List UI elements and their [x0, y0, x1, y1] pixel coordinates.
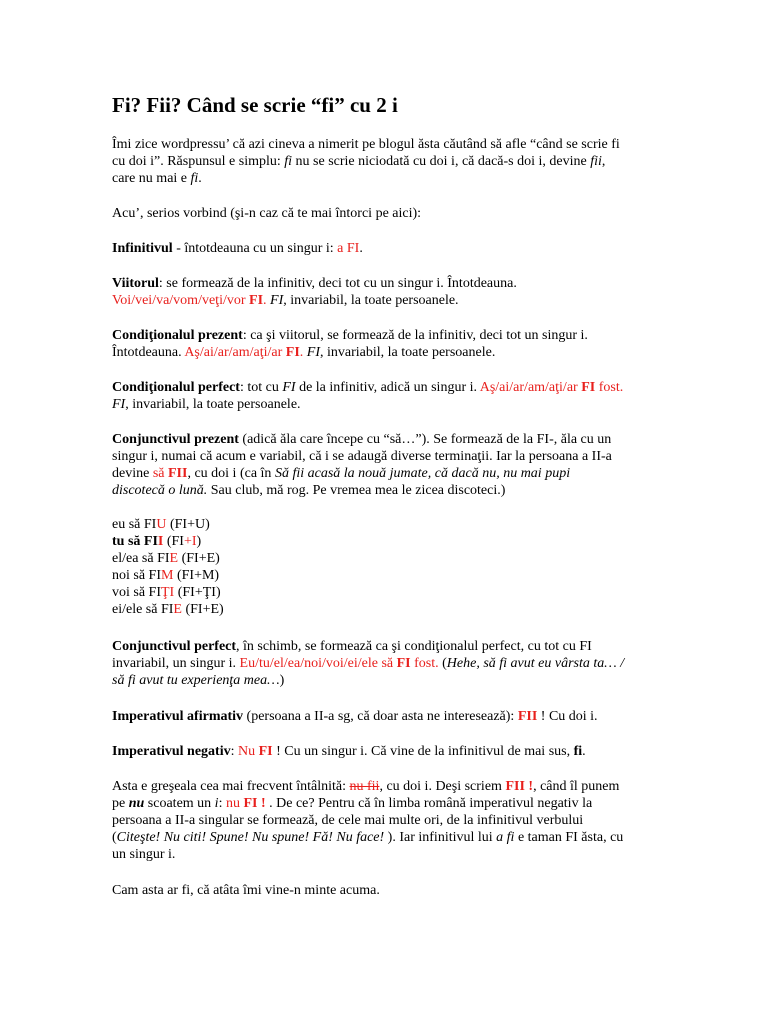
- section-heading: Imperativul negativ: [112, 744, 231, 759]
- intro-text: cu doi i”. Răspunsul e simplu:: [112, 154, 285, 169]
- italic-word: a fi: [496, 830, 515, 845]
- body-text: (: [438, 656, 447, 671]
- body-text: : ca şi viitorul, se formează de la infinitiv, deci tot un singur i.: [242, 328, 588, 343]
- body-text: .: [359, 241, 363, 256]
- intro-text: .: [198, 171, 202, 186]
- red-form: FI: [258, 744, 273, 759]
- body-text: , când îl punem: [533, 779, 620, 794]
- italic-word: i: [214, 796, 219, 811]
- italic-example: Să fii acasă la nouă jumate, că dacă nu, nu mai pupi: [274, 466, 571, 481]
- body-text: Asta e greşeala cea mai frecvent întâlnită:: [112, 779, 350, 794]
- conj-prezent-line-1: [112, 431, 611, 449]
- body-text: (adică ăla care începe cu “să…”). Se formează de la FI-, ăla cu un: [238, 432, 612, 447]
- body-text: :: [218, 796, 226, 811]
- red-form: FI !: [243, 796, 266, 811]
- body-text: .: [582, 744, 586, 759]
- section-heading: Condiţionalul prezent: [112, 328, 243, 343]
- italic-word: FI: [112, 397, 126, 412]
- intro-text: care nu mai e: [112, 171, 191, 186]
- italic-example: să fi avut tu experienţa mea…: [112, 673, 280, 688]
- red-form: Voi/vei/va/vom/veţi/vor: [112, 293, 250, 308]
- greseala-line-5: [112, 846, 175, 864]
- imp-afirmativ-paragraph: [112, 708, 598, 726]
- body-text: un singur i.: [112, 847, 176, 862]
- red-form: FII: [168, 466, 188, 481]
- section-heading: Infinitivul: [112, 241, 173, 256]
- body-text: , cu doi i. Deşi scriem: [379, 779, 506, 794]
- paradigm-row: ei/ele să FIE (FI+E): [112, 602, 224, 617]
- red-form: .: [299, 345, 307, 360]
- intro-text: ,: [601, 154, 606, 169]
- viitor-line-1: [112, 275, 517, 293]
- body-text: ). Iar infinitivul lui: [384, 830, 497, 845]
- body-text: (persoana a II-a sg, că doar asta ne interesează):: [243, 709, 518, 724]
- section-heading: Viitorul: [112, 276, 159, 291]
- body-text: Întotdeauna.: [112, 345, 185, 360]
- bold-word: fi: [573, 744, 583, 759]
- greseala-line-3: [112, 812, 583, 830]
- red-form: Aş/ai/ar/am/aţi/ar: [184, 345, 286, 360]
- italic-word: FI: [306, 345, 320, 360]
- cond-prezent-line-2: [112, 344, 495, 362]
- body-text: ! Cu doi i.: [537, 709, 598, 724]
- body-text: invariabil, un singur i.: [112, 656, 240, 671]
- red-form: FI: [396, 656, 411, 671]
- cond-perfect-line-1: [112, 379, 623, 397]
- conj-prezent-line-2: [112, 448, 612, 466]
- conj-prezent-line-3: [112, 465, 570, 483]
- section-heading: Conjunctivul prezent: [112, 432, 239, 447]
- infinitiv-paragraph: [112, 240, 363, 258]
- red-form: FII: [517, 709, 538, 724]
- conj-perfect-line-1: [112, 638, 592, 656]
- struck-form: nu fii: [349, 779, 380, 794]
- intro-line-1: [112, 136, 620, 154]
- intro-text: nu se scrie niciodată cu doi i, că dacă-s doi i, devine: [292, 154, 591, 169]
- body-text: - întotdeauna cu un singur i:: [172, 241, 338, 256]
- section-heading: Imperativul afirmativ: [112, 709, 244, 724]
- body-text: ): [279, 673, 285, 688]
- red-form: fost.: [595, 380, 624, 395]
- red-form: fost.: [410, 656, 439, 671]
- conj-prezent-line-4: [112, 482, 505, 500]
- body-text: e taman FI ăsta, cu: [514, 830, 624, 845]
- red-form: Aş/ai/ar/am/aţi/ar: [479, 380, 582, 395]
- italic-example: discotecă o lună.: [112, 483, 208, 498]
- paradigm-row: tu să FII (FI+I): [112, 534, 202, 549]
- page-title: Fi? Fii? Când se scrie “fi” cu 2 i: [112, 93, 398, 117]
- body-text: : tot cu: [239, 380, 283, 395]
- body-text: persoana a II-a singular se formează, de cele mai multe ori, de la infinitivul verbului: [112, 813, 584, 828]
- body-text: Sau club, mă rog. Pe vremea mea le zicea discoteci.): [207, 483, 506, 498]
- red-form: FII !: [505, 779, 534, 794]
- red-form: să: [152, 466, 168, 481]
- section-heading: Conjunctivul perfect: [112, 639, 237, 654]
- conj-perfect-line-2: [112, 655, 624, 673]
- cond-perfect-line-2: [112, 396, 301, 414]
- greseala-line-2: [112, 795, 592, 813]
- body-text: scoatem un: [144, 796, 215, 811]
- greseala-line-4: [112, 829, 623, 847]
- italic-example: Hehe, să fi avut eu vârsta ta… /: [446, 656, 625, 671]
- italic-word: FI: [270, 293, 284, 308]
- body-text: de la infinitiv, adică un singur i.: [295, 380, 480, 395]
- intro-line-2: [112, 153, 605, 171]
- body-text: :: [230, 744, 238, 759]
- red-form: a FI: [337, 241, 360, 256]
- red-form: FI: [249, 293, 264, 308]
- intro-text: Îmi zice wordpressu’ că azi cineva a nimerit pe blogul ăsta căutând să afle “când se scrie fi: [112, 137, 620, 152]
- cond-prezent-line-1: [112, 327, 588, 345]
- body-text: , cu doi i (ca în: [187, 466, 275, 481]
- final-paragraph: Cam asta ar fi, că atâta îmi vine-n minte acuma.: [112, 883, 380, 898]
- body-text: , în schimb, se formează ca şi condiţionalul perfect, cu tot cu FI: [236, 639, 592, 654]
- italic-example: Citeşte! Nu citi! Spune! Nu spune! Fă! Nu face!: [116, 830, 385, 845]
- body-text: , invariabil, la toate persoanele.: [283, 293, 459, 308]
- body-text: singur i, numai că acum e variabil, că i se adaugă diverse terminaţii. Iar la persoana a II-a: [112, 449, 612, 464]
- greseala-line-1: [112, 778, 619, 796]
- red-form: nu: [225, 796, 244, 811]
- italic-word: fi: [284, 154, 293, 169]
- intro-line-3: [112, 170, 202, 188]
- red-form: Eu/tu/el/ea/noi/voi/ei/ele să: [239, 656, 397, 671]
- body-text: , invariabil, la toate persoanele.: [320, 345, 496, 360]
- italic-word: fii: [590, 154, 602, 169]
- conj-perfect-line-3: [112, 672, 284, 690]
- viitor-line-2: [112, 292, 459, 310]
- paradigm-row: voi să FIŢI (FI+ŢI): [112, 585, 221, 600]
- italic-word: FI: [282, 380, 296, 395]
- body-text: : se formează de la infinitiv, deci tot cu un singur i. Întotdeauna.: [158, 276, 517, 291]
- acu-paragraph: Acu’, serios vorbind (şi-n caz că te mai întorci pe aici):: [112, 206, 422, 221]
- paradigm-row: noi să FIM (FI+M): [112, 568, 220, 583]
- body-text: (: [112, 830, 117, 845]
- paradigm-row: eu să FIU (FI+U): [112, 517, 210, 532]
- body-text: pe: [112, 796, 129, 811]
- red-form: .: [263, 293, 271, 308]
- bold-italic-word: nu: [128, 796, 145, 811]
- section-heading: Condiţionalul perfect: [112, 380, 240, 395]
- red-form: Nu: [238, 744, 259, 759]
- red-form: FI: [285, 345, 300, 360]
- body-text: ! Cu un singur i. Că vine de la infinitivul de mai sus,: [272, 744, 574, 759]
- italic-word: fi: [190, 171, 199, 186]
- red-form: FI: [581, 380, 596, 395]
- body-text: . De ce? Pentru că în limba română imperativul negativ la: [265, 796, 593, 811]
- paradigm-row: el/ea să FIE (FI+E): [112, 551, 220, 566]
- body-text: , invariabil, la toate persoanele.: [125, 397, 301, 412]
- imp-negativ-paragraph: [112, 743, 586, 761]
- body-text: devine: [112, 466, 153, 481]
